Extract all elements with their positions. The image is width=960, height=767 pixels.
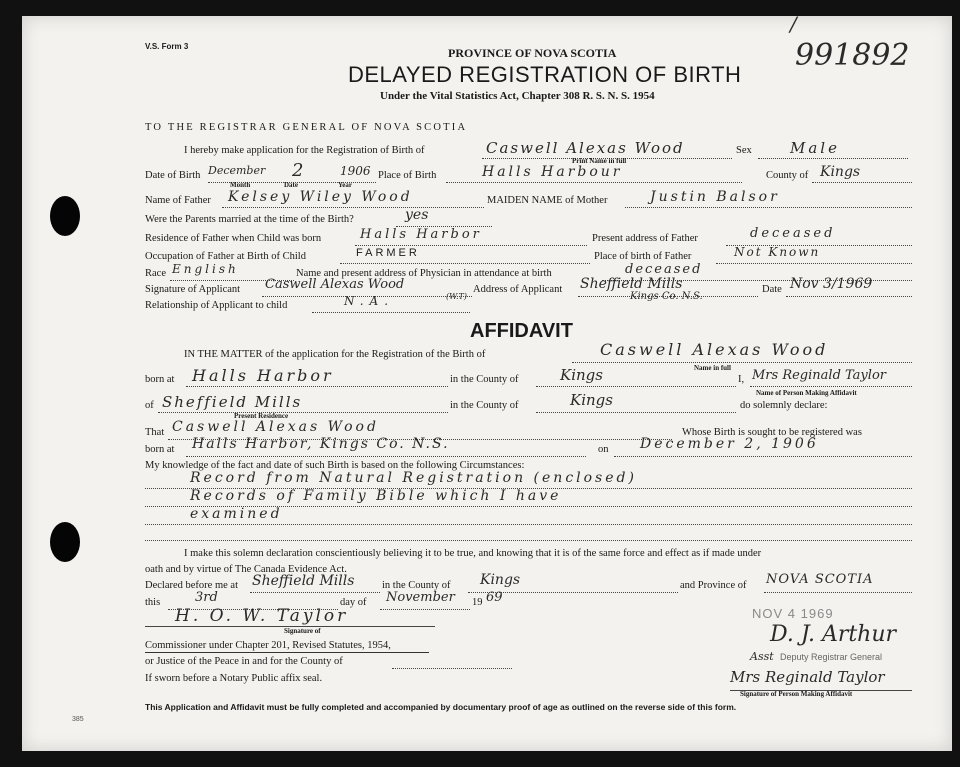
i-label: I, [738, 374, 745, 385]
applicant-signature-field: Caswell Alexas Wood [265, 277, 405, 292]
married-field: yes [405, 207, 429, 223]
father-pob-field: Not Known [734, 245, 821, 259]
deputy-caption: Deputy Registrar General [780, 652, 883, 662]
residence-label: Residence of Father when Child was born [145, 233, 322, 244]
residence-field: Halls Harbor [360, 227, 482, 242]
page-subtitle: Under the Vital Statistics Act, Chapter 308 R. S. N. S. 1954 [380, 90, 655, 102]
notary-text: If sworn before a Notary Public affix seal. [145, 673, 323, 684]
father-label: Name of Father [145, 195, 211, 206]
declared-county-label: in the County of [382, 580, 451, 591]
received-stamp: NOV 4 1969 [752, 606, 834, 621]
month-caption: Month [230, 181, 251, 189]
occupation-label: Occupation of Father at Birth of Child [145, 251, 306, 262]
application-date-field: Nov 3/1969 [790, 276, 873, 292]
commissioner-text: Commissioner under Chapter 201, Revised Statutes, 1954, [145, 640, 391, 651]
whose-birth-text: Whose Birth is sought to be registered was [682, 427, 862, 438]
circumstance-line-3: examined [190, 506, 283, 522]
born-at-field-2: Halls Harbor, Kings Co. N.S. [192, 436, 450, 452]
applicant-signature-label: Signature of Applicant [145, 284, 241, 295]
dob-day-field: 2 [292, 160, 304, 181]
present-address-label: Present address of Father [592, 233, 698, 244]
of-label: of [145, 400, 154, 411]
application-date-label: Date [762, 284, 782, 295]
father-field: Kelsey Wiley Wood [228, 189, 413, 205]
solemn-declaration-2: oath and by virtue of The Canada Evidence Act. [145, 564, 347, 575]
affiant-caption: Signature of Person Making Affidavit [740, 690, 853, 698]
matter-field: Caswell Alexas Wood [600, 340, 829, 359]
year-prefix: 19 [472, 597, 483, 608]
applicant-address-field-2: Kings Co. N.S. [630, 291, 703, 302]
relationship-field: N.A. [344, 294, 395, 308]
born-at-label: born at [145, 374, 175, 385]
county-label-1: in the County of [450, 374, 519, 385]
occupation-field: FARMER [356, 247, 420, 259]
married-label: Were the Parents married at the time of the Birth? [145, 214, 354, 225]
declared-place-field: Sheffield Mills [252, 573, 355, 589]
county-field: Kings [820, 164, 861, 180]
dob-month-field: December [208, 164, 266, 177]
race-field: English [172, 262, 239, 276]
that-field: Caswell Alexas Wood [172, 419, 379, 435]
child-name-field: Caswell Alexas Wood [486, 139, 685, 157]
this-day-field: 3rd [195, 590, 218, 605]
county-label-2: in the County of [450, 400, 519, 411]
on-field: December 2, 1906 [640, 436, 819, 452]
pob-field: Halls Harbour [482, 164, 623, 180]
deponent-caption: Name of Person Making Affidavit [756, 389, 857, 397]
dob-label: Date of Birth [145, 170, 201, 181]
footer-note: This Application and Affidavit must be fully completed and accompanied by documentary proof of age as outlined on the reverse side of this form. [145, 702, 737, 712]
relationship-label: Relationship of Applicant to child [145, 300, 288, 311]
matter-text: IN THE MATTER of the application for the Registration of the Birth of [184, 349, 486, 360]
dob-year-field: 1906 [340, 164, 371, 178]
month-field: November [386, 590, 455, 605]
signature-of-caption: Signature of [284, 627, 321, 635]
footer-code: 385 [72, 716, 84, 723]
affidavit-title: AFFIDAVIT [470, 320, 573, 342]
page-title: DELAYED REGISTRATION OF BIRTH [348, 62, 742, 87]
county-field-1: Kings [560, 366, 603, 384]
date-caption: Date [284, 181, 298, 189]
justice-text: or Justice of the Peace in and for the County of [145, 656, 343, 667]
circumstance-line-1: Record from Natural Registration (enclosed) [190, 470, 637, 486]
province-heading: PROVINCE OF NOVA SCOTIA [448, 46, 617, 60]
punch-hole [50, 196, 80, 236]
form-number: V.S. Form 3 [145, 42, 189, 51]
maiden-label: MAIDEN NAME of Mother [487, 195, 608, 206]
province-label: and Province of [680, 580, 747, 591]
pob-label: Place of Birth [378, 170, 437, 181]
this-label: this [145, 597, 161, 608]
born-at-label-2: born at [145, 444, 175, 455]
province-field: NOVA SCOTIA [766, 572, 874, 587]
addressee: TO THE REGISTRAR GENERAL OF NOVA SCOTIA [145, 122, 468, 133]
declared-county-field: Kings [480, 572, 521, 588]
applicant-address-label: Address of Applicant [473, 284, 563, 295]
applicant-address-field: Sheffield Mills [580, 276, 683, 292]
solemn-declaration-1: I make this solemn declaration conscientiously believing it to be true, and knowing that it is of the same force and effect as if made under [184, 548, 762, 559]
father-pob-label: Place of birth of Father [594, 251, 692, 262]
that-label: That [145, 427, 165, 438]
deputy-signature: D. J. Arthur [770, 622, 897, 647]
sex-label: Sex [736, 145, 752, 156]
year-field: 69 [486, 590, 503, 605]
physician-field: deceased [625, 262, 703, 277]
maiden-field: Justin Balsor [650, 189, 780, 205]
physician-label: Name and present address of Physician in attendance at birth [296, 268, 552, 279]
deponent-field: Mrs Reginald Taylor [752, 368, 886, 383]
county-label: County of [766, 170, 809, 181]
circumstance-line-2: Records of Family Bible which I have [190, 488, 562, 504]
relationship-note: (W.T) [446, 292, 467, 301]
knowledge-text: My knowledge of the fact and date of such Birth is based on the following Circumstances: [145, 460, 525, 471]
declare-text: do solemnly declare: [740, 400, 828, 411]
present-residence-caption: Present Residence [234, 412, 289, 420]
year-caption: Year [338, 181, 352, 189]
on-label: on [598, 444, 609, 455]
race-label: Race [145, 268, 166, 279]
check-mark: / [790, 12, 797, 36]
born-at-field: Halls Harbor [192, 366, 334, 385]
print-name-caption: Print Name in full [572, 157, 627, 165]
of-field: Sheffield Mills [162, 393, 303, 411]
intro-text: I hereby make application for the Registration of Birth of [184, 145, 425, 156]
county-field-2: Kings [570, 391, 613, 409]
name-full-caption: Name in full [694, 364, 731, 372]
day-of-label: day of [340, 597, 367, 608]
commissioner-signature: H. O. W. Taylor [175, 606, 349, 626]
sex-field: Male [790, 139, 840, 157]
registration-number: 991892 [795, 38, 910, 73]
punch-hole [50, 522, 80, 562]
present-address-field: deceased [750, 226, 836, 241]
declared-label: Declared before me at [145, 580, 238, 591]
affiant-signature: Mrs Reginald Taylor [730, 668, 885, 686]
deputy-prefix: Asst [750, 650, 774, 663]
